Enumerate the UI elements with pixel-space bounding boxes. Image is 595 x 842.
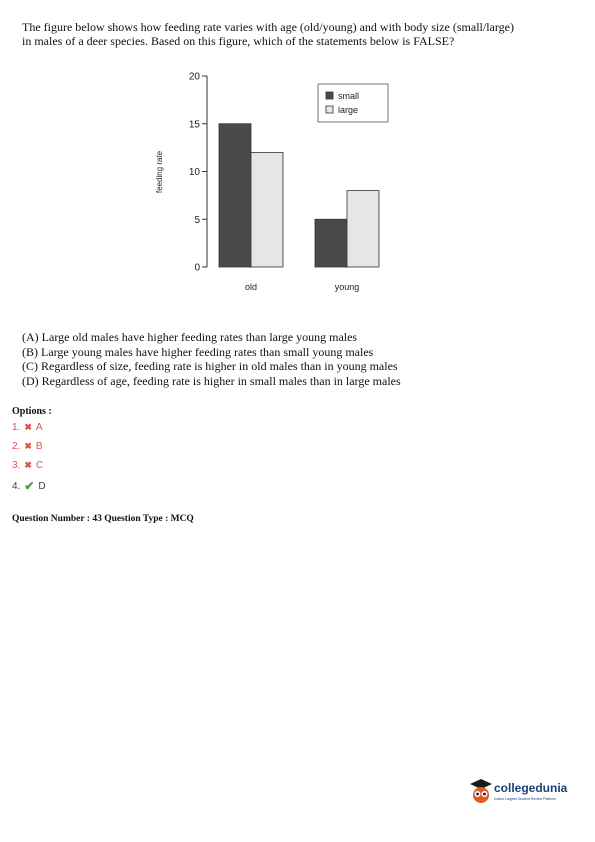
option-letter: D — [38, 480, 46, 492]
logo-name: collegedunia — [494, 781, 568, 795]
x-tick-label: young — [334, 282, 360, 292]
option-letter: B — [35, 441, 43, 452]
statement-a: (A) Large old males have higher feeding rates than large young males — [22, 330, 358, 344]
bar-small-old — [219, 124, 251, 267]
legend-box — [318, 84, 388, 122]
legend-label-large: large — [338, 105, 359, 115]
bar-chart — [150, 62, 390, 302]
bar-large-old — [251, 152, 283, 267]
option-number: 2. — [12, 441, 21, 452]
y-tick-label: 10 — [188, 167, 200, 178]
legend-swatch-large — [326, 106, 333, 113]
option-3[interactable] — [12, 460, 43, 471]
cross-icon: ✖ — [24, 422, 32, 432]
y-tick-label: 20 — [188, 71, 200, 83]
y-axis-label: feeding rate — [155, 150, 164, 194]
option-2[interactable] — [12, 441, 43, 452]
collegedunia-logo — [470, 777, 580, 817]
y-tick-label: 15 — [188, 119, 200, 131]
statement-list — [22, 330, 542, 388]
statement-c: (C) Regardless of size, feeding rate is higher in old males than in young males — [22, 359, 398, 373]
option-number: 3. — [12, 460, 21, 471]
cross-icon: ✖ — [24, 441, 32, 451]
option-1[interactable] — [12, 422, 43, 433]
option-letter: A — [35, 422, 43, 433]
legend-label-small: small — [338, 91, 360, 101]
owl-icon — [470, 779, 492, 805]
options-title: Options : — [12, 406, 52, 417]
statement-d: (D) Regardless of age, feeding rate is higher in small males than in large males — [22, 373, 401, 388]
logo-tagline: India's Largest Student Review Platform — [494, 797, 557, 801]
statement-b: (B) Large young males have higher feeding rates than small young males — [22, 344, 374, 359]
cross-icon: ✖ — [24, 460, 32, 470]
bar-large-young — [347, 191, 379, 267]
option-letter: C — [35, 460, 44, 471]
option-4[interactable] — [12, 479, 46, 493]
option-number: 4. — [12, 480, 21, 492]
bar-small-young — [315, 219, 347, 267]
check-icon: ✔ — [24, 479, 35, 493]
x-tick-label: old — [244, 282, 258, 292]
y-tick-label: 0 — [194, 262, 200, 274]
question-text: The figure below shows how feeding rate varies with age (old/young) and with body size (small/large) in males of a deer species. Based on this figure, which of the statements below is FALSE? — [22, 20, 514, 48]
question-info: Question Number : 43 Question Type : MCQ — [12, 514, 194, 524]
y-tick-label: 5 — [194, 214, 200, 226]
legend-swatch-small — [326, 92, 333, 99]
option-number: 1. — [12, 422, 21, 433]
